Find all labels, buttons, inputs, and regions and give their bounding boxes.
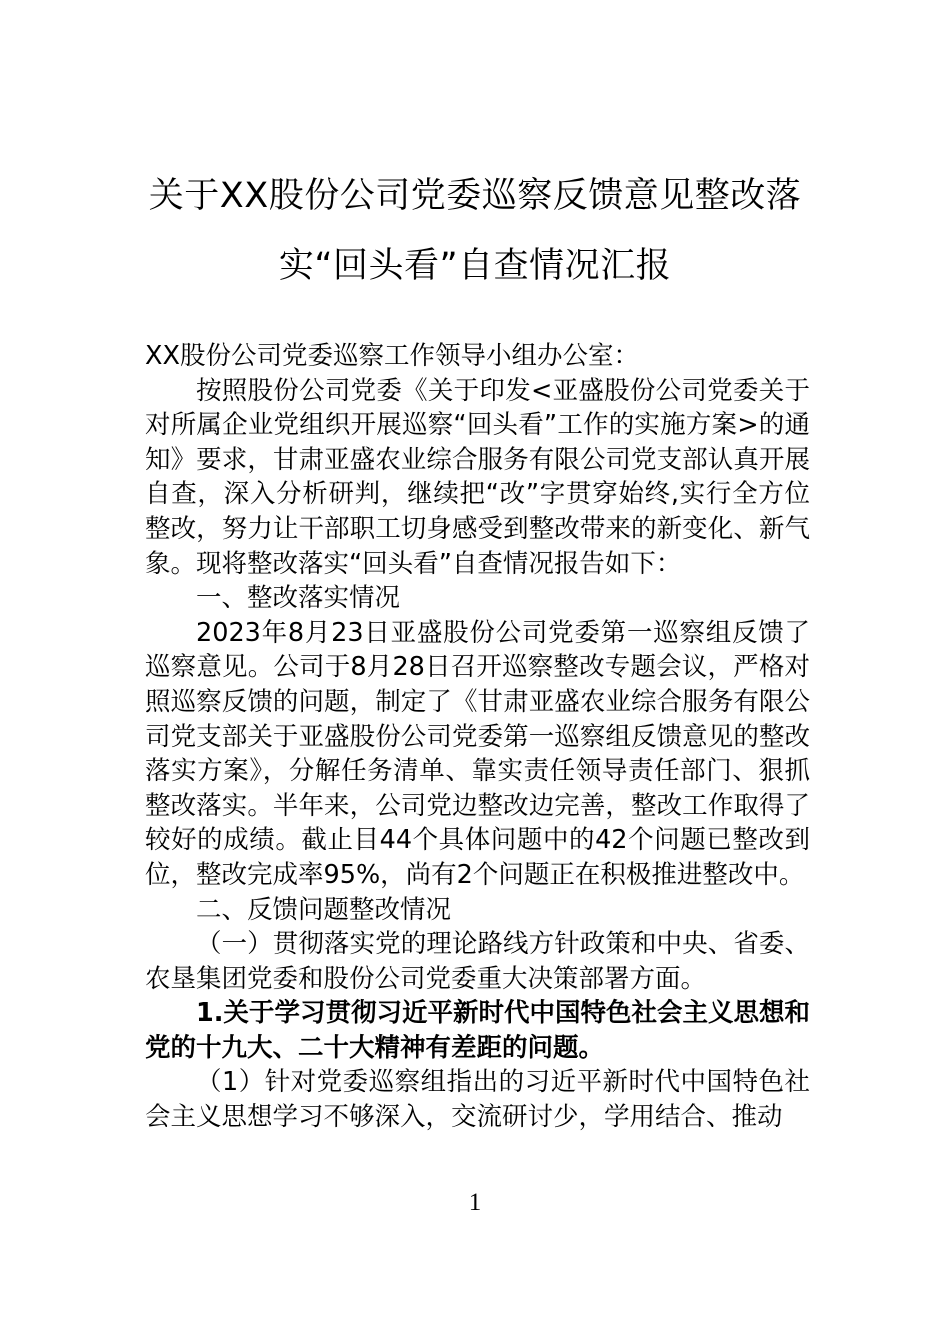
- subsection-heading-1: （一）贯彻落实党的理论路线方针政策和中央、省委、农垦集团党委和股份公司党委重大决策部署方面。: [145, 929, 810, 994]
- issue-detail-paragraph: （1）针对党委巡察组指出的习近平新时代中国特色社会主义思想学习不够深入，交流研讨少，学用结合、推动: [145, 1067, 810, 1133]
- document-title-line-1: 关于XX股份公司党委巡察反馈意见整改落: [148, 176, 802, 216]
- section-heading-2: 二、反馈问题整改情况: [196, 894, 452, 925]
- salutation: XX股份公司党委巡察工作领导小组办公室：: [145, 341, 639, 371]
- document-body: [145, 339, 810, 1135]
- document-title-line-2: 实“回头看”自查情况汇报: [278, 246, 672, 286]
- intro-paragraph: 按照股份公司党委《关于印发<亚盛股份公司党委关于对所属企业党组织开展巡察“回头看”工作的实施方案>的通知》要求，甘肃亚盛农业综合服务有限公司党支部认真开展自查，深入分析研判，继续把“改”字贯穿始终,实行全方位整改，努力让干部职工切身感受到整改带来的新变化、新气象。现将整改落实“回头看”自查情况报告如下：: [145, 375, 810, 579]
- section-heading-1: 一、整改落实情况: [196, 583, 401, 614]
- page-number: 1: [468, 1189, 482, 1216]
- issue-heading-1: 1.关于学习贯彻习近平新时代中国特色社会主义思想和党的十九大、二十大精神有差距的问题。: [145, 998, 810, 1063]
- rectification-summary-paragraph: 2023年8月23日亚盛股份公司党委第一巡察组反馈了巡察意见。公司于8月28日召开巡察整改专题会议，严格对照巡察反馈的问题，制定了《甘肃亚盛农业综合服务有限公司党支部关于亚盛股份公司党委第一巡察组反馈意见的整改落实方案》，分解任务清单、靠实责任领导责任部门、狠抓整改落实。半年来，公司党边整改边完善，整改工作取得了较好的成绩。截止目44个具体问题中的42个问题已整改到位，整改完成率95%，尚有2个问题正在积极推进整改中。: [145, 617, 810, 890]
